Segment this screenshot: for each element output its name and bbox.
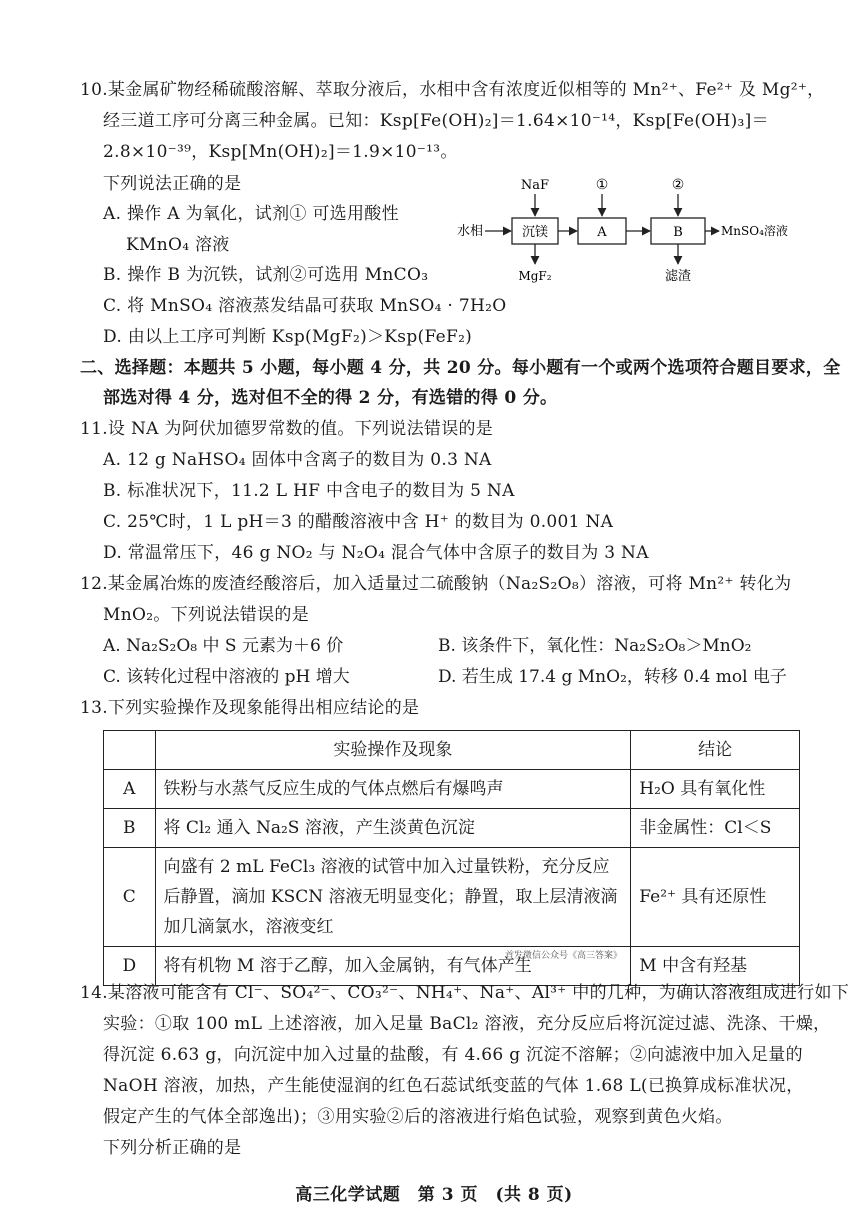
row-conclusion: 非金属性：Cl＜S — [631, 809, 800, 848]
row-conclusion: Fe²⁺ 具有还原性 — [631, 848, 800, 947]
q11-option-b: B. 标准状况下，11.2 L HF 中含电子的数目为 5 NA — [103, 481, 515, 501]
row-conclusion: M 中含有羟基 — [631, 947, 800, 986]
q14-line2: 实验：①取 100 mL 上述溶液，加入足量 BaCl₂ 溶液，充分反应后将沉淀过滤、洗涤、干燥， — [103, 1014, 831, 1034]
header-cell-label — [104, 731, 156, 770]
q10-option-a-cont: KMnO₄ 溶液 — [126, 235, 230, 255]
q14-line4: NaOH 溶液，加热，产生能使湿润的红色石蕊试纸变蓝的气体 1.68 L(已换算成标准状况， — [103, 1076, 804, 1096]
q12-option-c: C. 该转化过程中溶液的 pH 增大 — [103, 667, 350, 687]
mgf2-label: MgF₂ — [518, 269, 552, 283]
q14-line3: 得沉淀 6.63 g，向沉淀中加入过量的盐酸，有 4.66 g 沉淀不溶解；②向滤液中加入足量的 — [103, 1045, 803, 1065]
q11-option-c: C. 25℃时，1 L pH＝3 的醋酸溶液中含 H⁺ 的数目为 0.001 NA — [103, 512, 614, 532]
q10-option-c: C. 将 MnSO₄ 溶液蒸发结晶可获取 MnSO₄ · 7H₂O — [103, 296, 507, 316]
q12-option-b: B. 该条件下，氧化性：Na₂S₂O₈＞MnO₂ — [438, 636, 752, 656]
table-row — [104, 809, 800, 848]
q12-line2: MnO₂。下列说法错误的是 — [103, 605, 310, 625]
q12-option-a: A. Na₂S₂O₈ 中 S 元素为＋6 价 — [103, 636, 344, 656]
q11-option-a: A. 12 g NaHSO₄ 固体中含离子的数目为 0.3 NA — [103, 450, 492, 470]
experiment-table — [103, 730, 800, 986]
q10-option-d: D. 由以上工序可判断 Ksp(MgF₂)＞Ksp(FeF₂) — [103, 327, 473, 347]
reagent1-label: ① — [595, 177, 609, 193]
section2-instructions: 二、选择题：本题共 5 小题，每小题 4 分，共 20 分。每小题有一个或两个选项符合题目要求，全 — [80, 358, 841, 378]
box1-label: 沉镁 — [521, 225, 549, 240]
table-header-row — [104, 731, 800, 770]
q10-option-a: A. 操作 A 为氧化，试剂① 可选用酸性 — [103, 204, 399, 224]
q10-option-b: B. 操作 B 为沉铁，试剂②可选用 MnCO₃ — [103, 265, 429, 285]
row-operation: 铁粉与水蒸气反应生成的气体点燃后有爆鸣声 — [155, 770, 631, 809]
watermark-text: 首发微信公众号《高三答案》 — [505, 951, 623, 961]
reagent2-label: ② — [671, 177, 685, 193]
q11-stem: 11.设 NA 为阿伏加德罗常数的值。下列说法错误的是 — [80, 419, 494, 439]
box3-label: B — [673, 225, 683, 240]
q10-line1: 10.某金属矿物经稀硫酸溶解、萃取分液后，水相中含有浓度近似相等的 Mn²⁺、Fe²⁺ 及 Mg²⁺， — [80, 80, 825, 100]
table-row — [104, 848, 800, 947]
row-operation: 向盛有 2 mL FeCl₃ 溶液的试管中加入过量铁粉，充分反应后静置，滴加 KSCN 溶液无明显变化；静置，取上层清液滴加几滴氯水，溶液变红 — [155, 848, 631, 947]
row-label: D — [104, 947, 156, 986]
row-operation: 将有机物 M 溶于乙醇，加入金属钠，有气体产生 — [155, 947, 631, 986]
row-label: B — [104, 809, 156, 848]
q10-line2: 经三道工序可分离三种金属。已知：Ksp[Fe(OH)₂]＝1.64×10⁻¹⁴，Ksp[Fe(OH)₃]＝ — [103, 111, 769, 131]
page-footer: 高三化学试题 第 3 页 (共 8 页) — [295, 1185, 573, 1205]
q10-stem: 下列说法正确的是 — [103, 174, 242, 194]
q13-stem: 13.下列实验操作及现象能得出相应结论的是 — [80, 698, 420, 718]
q12-line1: 12.某金属冶炼的废渣经酸溶后，加入适量过二硫酸钠（Na₂S₂O₈）溶液，可将 Mn²⁺ 转化为 — [80, 574, 792, 594]
table-row — [104, 770, 800, 809]
naf-label: NaF — [520, 178, 550, 193]
row-label: A — [104, 770, 156, 809]
output-label: MnSO₄溶液 — [721, 224, 788, 238]
q14-stem: 下列分析正确的是 — [103, 1138, 242, 1158]
box2-label: A — [597, 225, 607, 240]
header-cell-conclusion: 结论 — [631, 731, 800, 770]
section2-instructions-cont: 部选对得 4 分，选对但不全的得 2 分，有选错的得 0 分。 — [103, 388, 558, 408]
row-conclusion: H₂O 具有氧化性 — [631, 770, 800, 809]
q11-option-d: D. 常温常压下，46 g NO₂ 与 N₂O₄ 混合气体中含原子的数目为 3 NA — [103, 543, 649, 563]
row-label: C — [104, 848, 156, 947]
process-flow-diagram — [455, 172, 795, 290]
row-operation: 将 Cl₂ 通入 Na₂S 溶液，产生淡黄色沉淀 — [155, 809, 631, 848]
q14-line1: 14.某溶液可能含有 Cl⁻、SO₄²⁻、CO₃²⁻、NH₄⁺、Na⁺、Al³⁺ 中的几种，为确认溶液组成进行如下 — [80, 983, 850, 1003]
q14-line5: 假定产生的气体全部逸出)；③用实验②后的溶液进行焰色试验，观察到黄色火焰。 — [103, 1107, 733, 1127]
q12-option-d: D. 若生成 17.4 g MnO₂，转移 0.4 mol 电子 — [438, 667, 787, 687]
input-label: 水相 — [457, 224, 484, 239]
q10-line3: 2.8×10⁻³⁹，Ksp[Mn(OH)₂]＝1.9×10⁻¹³。 — [103, 142, 458, 162]
residue-label: 滤渣 — [664, 269, 692, 284]
table-row — [104, 947, 800, 986]
header-cell-operation: 实验操作及现象 — [155, 731, 631, 770]
